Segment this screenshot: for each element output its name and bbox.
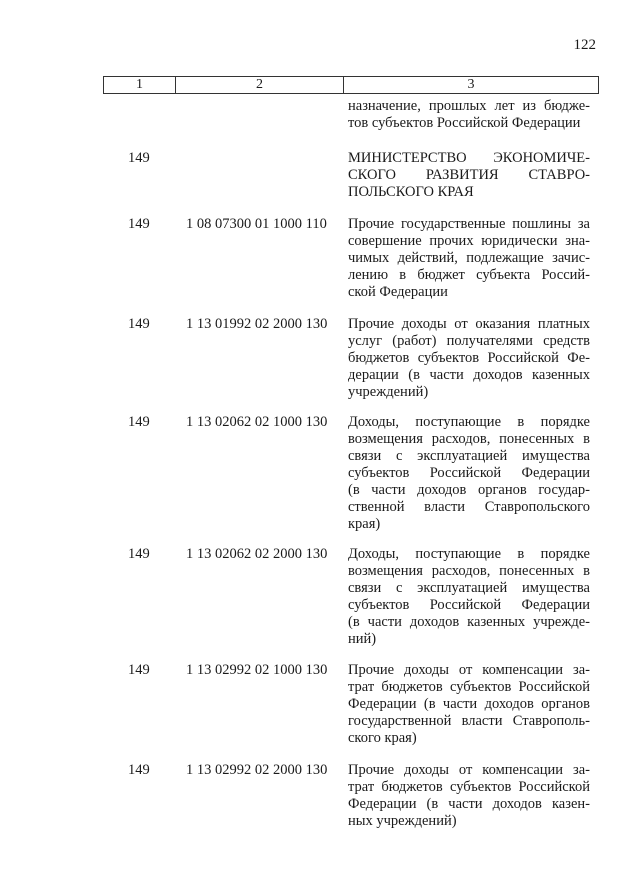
description-line: Доходы, поступающие в порядке [348, 546, 590, 562]
description-line: (в части доходов казенных учрежде- [348, 614, 590, 630]
page-number: 122 [573, 37, 596, 53]
row-description [348, 216, 590, 301]
column-header-1: 1 [104, 77, 176, 94]
description-line: ний) [348, 631, 377, 647]
description-line: ского края) [348, 730, 417, 746]
description-line: тов субъектов Российской Федерации [348, 115, 581, 131]
description-line: ПОЛЬСКОГО КРАЯ [348, 184, 474, 200]
admin-code: 149 [128, 546, 150, 562]
column-header-2: 2 [176, 77, 344, 94]
description-line: ственной власти Ставропольского [348, 499, 590, 515]
row-description [348, 98, 590, 132]
description-line: Федерации (в части доходов органов [348, 696, 590, 712]
revenue-code: 1 13 02062 02 1000 130 [186, 414, 328, 430]
description-line: возмещения расходов, понесенных в [348, 563, 590, 579]
column-header-3: 3 [344, 77, 599, 94]
admin-code: 149 [128, 662, 150, 678]
revenue-code: 1 13 02992 02 1000 130 [186, 662, 328, 678]
revenue-code: 1 13 01992 02 2000 130 [186, 316, 328, 332]
description-line: связи с эксплуатацией имущества [348, 448, 590, 464]
description-line: Федерации (в части доходов казен- [348, 796, 590, 812]
description-line: СКОГО РАЗВИТИЯ СТАВРО- [348, 167, 590, 183]
description-line: Прочие доходы от компенсации за- [348, 662, 590, 678]
row-description [348, 762, 590, 830]
admin-code: 149 [128, 216, 150, 232]
admin-code: 149 [128, 414, 150, 430]
row-description [348, 414, 590, 533]
description-line: учреждений) [348, 384, 429, 400]
description-line: Прочие доходы от оказания платных [348, 316, 590, 332]
row-description [348, 150, 590, 201]
description-line: государственной власти Ставрополь- [348, 713, 590, 729]
description-line: трат бюджетов субъектов Российской [348, 779, 590, 795]
description-line: лению в бюджет субъекта Россий- [348, 267, 590, 283]
description-line: возмещения расходов, понесенных в [348, 431, 590, 447]
description-line: дерации (в части доходов казенных [348, 367, 590, 383]
description-line: связи с эксплуатацией имущества [348, 580, 590, 596]
revenue-code: 1 13 02992 02 2000 130 [186, 762, 328, 778]
description-line: субъектов Российской Федерации [348, 465, 590, 481]
description-line: чимых действий, подлежащие зачис- [348, 250, 590, 266]
description-line: ской Федерации [348, 284, 448, 300]
description-line: (в части доходов органов государ- [348, 482, 590, 498]
admin-code: 149 [128, 150, 150, 166]
row-description [348, 662, 590, 747]
description-line: совершение прочих юридически зна- [348, 233, 590, 249]
description-line: Прочие государственные пошлины за [348, 216, 590, 232]
description-line: ных учреждений) [348, 813, 457, 829]
description-line: Прочие доходы от компенсации за- [348, 762, 590, 778]
description-line: субъектов Российской Федерации [348, 597, 590, 613]
column-header-row [103, 76, 599, 94]
revenue-code: 1 13 02062 02 2000 130 [186, 546, 328, 562]
description-line: бюджетов субъектов Российской Фе- [348, 350, 590, 366]
admin-code: 149 [128, 762, 150, 778]
row-description [348, 546, 590, 648]
admin-code: 149 [128, 316, 150, 332]
description-line: МИНИСТЕРСТВО ЭКОНОМИЧЕ- [348, 150, 590, 166]
description-line: назначение, прошлых лет из бюдже- [348, 98, 590, 114]
description-line: Доходы, поступающие в порядке [348, 414, 590, 430]
description-line: края) [348, 516, 381, 532]
revenue-code: 1 08 07300 01 1000 110 [186, 216, 327, 232]
row-description [348, 316, 590, 401]
description-line: услуг (работ) получателями средств [348, 333, 590, 349]
description-line: трат бюджетов субъектов Российской [348, 679, 590, 695]
